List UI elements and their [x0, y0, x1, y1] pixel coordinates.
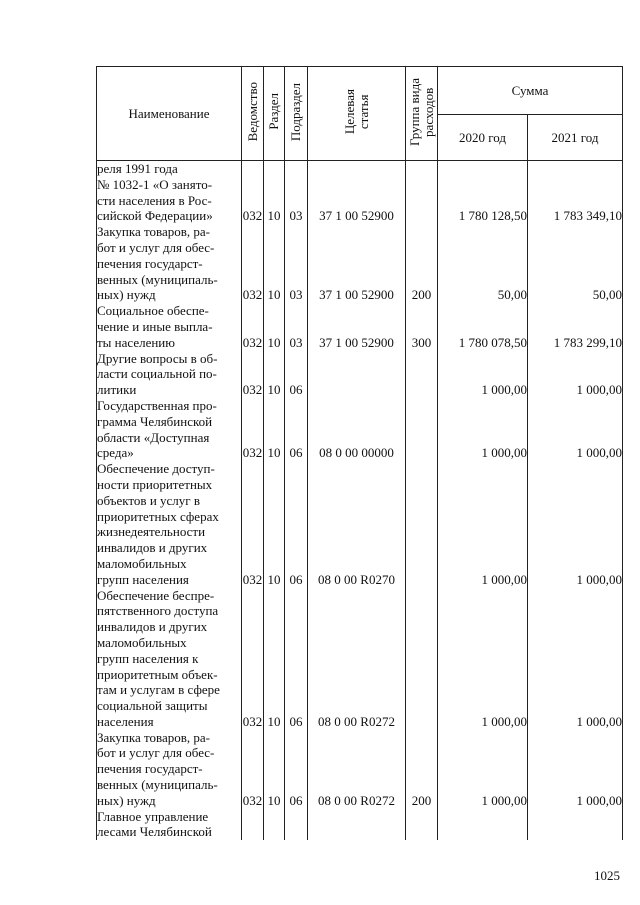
cell-vedomstvo: 032: [242, 730, 264, 809]
cell-razdel: 10: [264, 461, 285, 587]
cell-sum-2021: 1 000,00: [528, 351, 623, 398]
table-row: [97, 588, 623, 730]
cell-razdel: 10: [264, 161, 285, 225]
cell-podrazdel: 06: [285, 730, 308, 809]
cell-sum-2020: [438, 809, 528, 841]
row-name-line: реля 1991 года: [97, 161, 178, 176]
header-razdel: Раздел: [264, 67, 285, 161]
row-name-line: приоритетных сферах: [97, 508, 219, 524]
header-summa: Сумма: [438, 67, 623, 115]
cell-sum-2021: 50,00: [528, 224, 623, 303]
row-name-line: среда»: [97, 445, 134, 461]
row-name-line: Социальное обеспе-: [97, 303, 209, 319]
table-row: [97, 730, 623, 809]
cell-podrazdel: 03: [285, 303, 308, 350]
cell-sum-2021: 1 783 299,10: [528, 303, 623, 350]
cell-podrazdel: 03: [285, 224, 308, 303]
row-name-line: бот и услуг для обес-: [97, 239, 215, 255]
cell-razdel: 10: [264, 303, 285, 350]
cell-vedomstvo: [242, 809, 264, 841]
row-name-line: Закупка товаров, ра-: [97, 224, 210, 240]
row-name-line: чение и иные выпла-: [97, 318, 213, 334]
page-number: 1025: [594, 868, 620, 883]
row-name: [97, 161, 242, 225]
row-name-line: ных) нужд: [97, 792, 156, 808]
row-name-line: Обеспечение доступ-: [97, 461, 215, 477]
table-body: [97, 161, 623, 841]
row-name-line: пятственного доступа: [97, 603, 219, 619]
row-name: [97, 588, 242, 730]
row-name-line: венных (муниципаль-: [97, 777, 218, 793]
cell-sum-2020: 1 000,00: [438, 730, 528, 809]
cell-sum-2021: 1 000,00: [528, 588, 623, 730]
cell-celevaya-statya: 08 0 00 00000: [308, 398, 406, 461]
cell-gruppa-vida: [406, 351, 438, 398]
row-name-line: ности приоритетных: [97, 476, 213, 492]
cell-gruppa-vida: 200: [406, 224, 438, 303]
row-name-line: лесами Челябинской: [97, 824, 212, 840]
cell-razdel: 10: [264, 224, 285, 303]
header-gruppa-vida: Группа вида расходов: [406, 67, 438, 161]
cell-gruppa-vida: [406, 461, 438, 587]
table-header: [97, 67, 623, 161]
row-name-line: грамма Челябинской: [97, 413, 213, 429]
row-name-line: № 1032-1 «О занято-: [97, 176, 213, 192]
header-year-2021: 2021 год: [528, 115, 623, 161]
table-row: [97, 161, 623, 225]
cell-sum-2020: 1 000,00: [438, 351, 528, 398]
row-name-line: маломобильных: [97, 555, 187, 571]
row-name-line: Закупка товаров, ра-: [97, 729, 210, 745]
row-name-line: объектов и услуг в: [97, 492, 201, 508]
cell-razdel: 10: [264, 351, 285, 398]
row-name-line: жизнедеятельности: [97, 524, 206, 540]
cell-vedomstvo: 032: [242, 224, 264, 303]
table-row: [97, 224, 623, 303]
row-name-line: там и услугам в сфере: [97, 682, 220, 698]
cell-razdel: [264, 809, 285, 841]
cell-celevaya-statya: [308, 351, 406, 398]
row-name: [97, 224, 242, 303]
table-row: [97, 461, 623, 587]
cell-sum-2020: 1 000,00: [438, 588, 528, 730]
cell-celevaya-statya: 37 1 00 52900: [308, 224, 406, 303]
row-name-line: ты населению: [97, 334, 175, 350]
budget-table: [96, 66, 623, 840]
cell-celevaya-statya: [308, 809, 406, 841]
cell-gruppa-vida: [406, 161, 438, 225]
row-name-line: Обеспечение беспре-: [97, 587, 215, 603]
cell-podrazdel: 06: [285, 398, 308, 461]
cell-celevaya-statya: 08 0 00 R0272: [308, 730, 406, 809]
header-year-2020: 2020 год: [438, 115, 528, 161]
row-name: [97, 398, 242, 461]
cell-celevaya-statya: 08 0 00 R0270: [308, 461, 406, 587]
cell-vedomstvo: 032: [242, 161, 264, 225]
table-row: [97, 351, 623, 398]
cell-celevaya-statya: 37 1 00 52900: [308, 303, 406, 350]
cell-podrazdel: [285, 809, 308, 841]
header-celevaya-statya: Целевая статья: [308, 67, 406, 161]
cell-sum-2020: 1 000,00: [438, 461, 528, 587]
cell-vedomstvo: 032: [242, 398, 264, 461]
row-name-line: маломобильных: [97, 634, 187, 650]
row-name-line: Государственная про-: [97, 397, 217, 413]
row-name-line: сийской Федерации»: [97, 208, 213, 224]
row-name-line: венных (муниципаль-: [97, 271, 218, 287]
cell-gruppa-vida: 300: [406, 303, 438, 350]
row-name-line: области «Доступная: [97, 429, 210, 445]
cell-sum-2021: 1 000,00: [528, 398, 623, 461]
table-row: [97, 398, 623, 461]
row-name: [97, 303, 242, 350]
cell-vedomstvo: 032: [242, 588, 264, 730]
cell-sum-2020: 1 780 078,50: [438, 303, 528, 350]
row-name: [97, 461, 242, 587]
row-name-line: ласти социальной по-: [97, 366, 217, 382]
header-podrazdel: Подраздел: [285, 67, 308, 161]
row-name-line: Главное управление: [97, 808, 209, 824]
row-name: [97, 730, 242, 809]
row-name-line: групп населения: [97, 571, 189, 587]
row-name-line: Другие вопросы в об-: [97, 350, 218, 366]
row-name-line: приоритетным объек-: [97, 666, 218, 682]
row-name-line: групп населения к: [97, 650, 199, 666]
row-name-line: ных) нужд: [97, 287, 156, 303]
cell-razdel: 10: [264, 398, 285, 461]
cell-podrazdel: 06: [285, 588, 308, 730]
cell-vedomstvo: 032: [242, 351, 264, 398]
cell-gruppa-vida: 200: [406, 730, 438, 809]
row-name-line: печения государст-: [97, 255, 203, 271]
cell-sum-2021: 1 000,00: [528, 730, 623, 809]
row-name-line: инвалидов и других: [97, 619, 208, 635]
row-name-line: бот и услуг для обес-: [97, 745, 215, 761]
cell-sum-2020: 50,00: [438, 224, 528, 303]
table-row: [97, 303, 623, 350]
row-name: [97, 809, 242, 841]
row-name-line: населения: [97, 713, 154, 729]
cell-podrazdel: 03: [285, 161, 308, 225]
cell-razdel: 10: [264, 588, 285, 730]
row-name-line: литики: [97, 382, 137, 398]
cell-razdel: 10: [264, 730, 285, 809]
cell-gruppa-vida: [406, 398, 438, 461]
row-name: [97, 351, 242, 398]
row-name-line: социальной защиты: [97, 698, 208, 714]
row-name-line: печения государст-: [97, 761, 203, 777]
cell-sum-2020: 1 780 128,50: [438, 161, 528, 225]
header-name: Наименование: [97, 67, 242, 161]
row-name-line: сти населения в Рос-: [97, 192, 212, 208]
cell-podrazdel: 06: [285, 461, 308, 587]
cell-sum-2020: 1 000,00: [438, 398, 528, 461]
cell-sum-2021: 1 783 349,10: [528, 161, 623, 225]
cell-gruppa-vida: [406, 809, 438, 841]
cell-sum-2021: [528, 809, 623, 841]
cell-gruppa-vida: [406, 588, 438, 730]
cell-celevaya-statya: 37 1 00 52900: [308, 161, 406, 225]
cell-podrazdel: 06: [285, 351, 308, 398]
table-row: [97, 809, 623, 841]
row-name-line: инвалидов и других: [97, 540, 208, 556]
cell-vedomstvo: 032: [242, 303, 264, 350]
header-vedomstvo: Ведомство: [242, 67, 264, 161]
cell-celevaya-statya: 08 0 00 R0272: [308, 588, 406, 730]
cell-sum-2021: 1 000,00: [528, 461, 623, 587]
cell-vedomstvo: 032: [242, 461, 264, 587]
